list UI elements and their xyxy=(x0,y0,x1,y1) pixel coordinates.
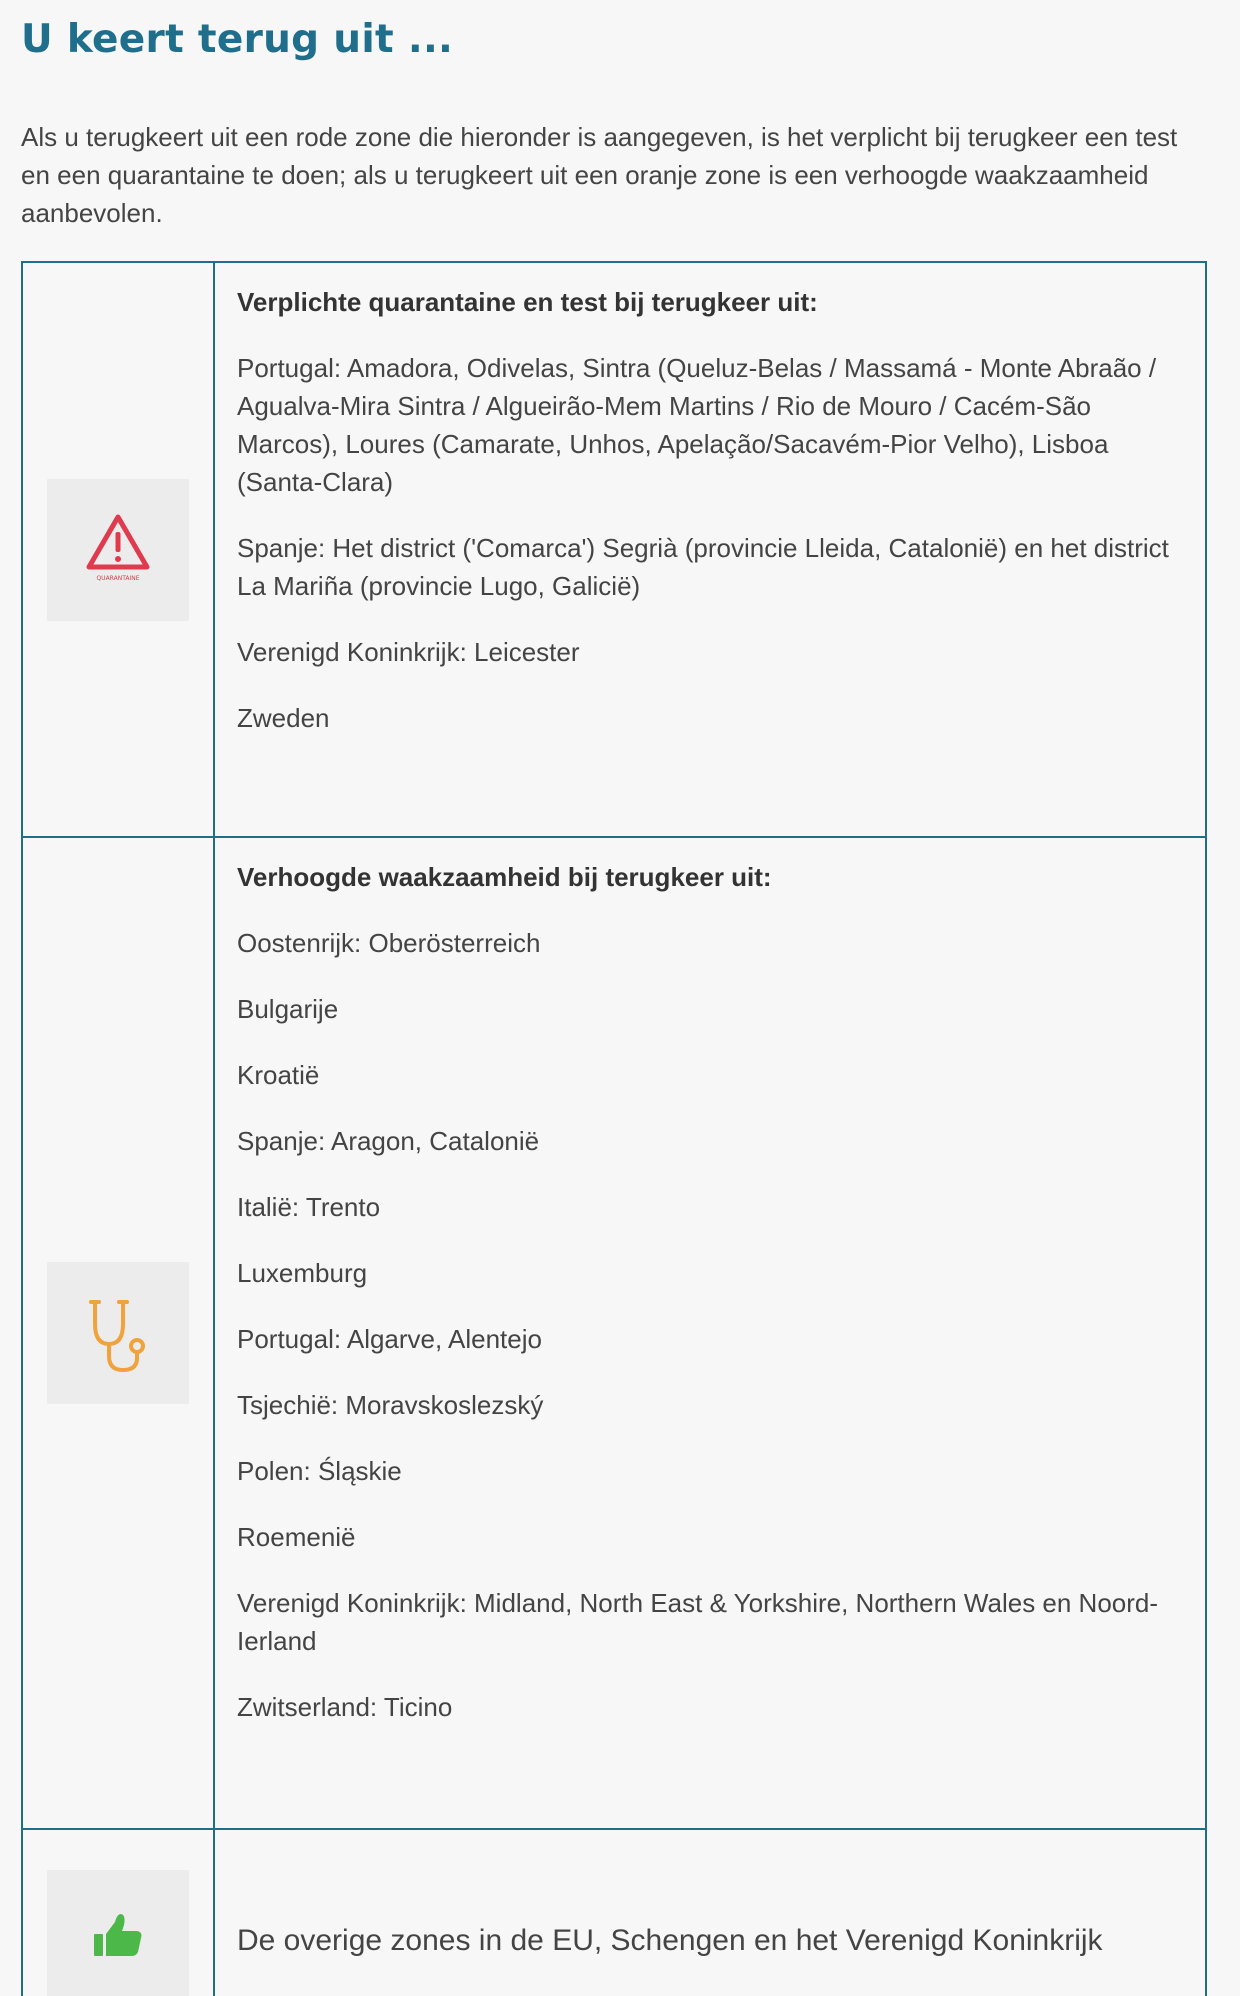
orange-zone-item: Portugal: Algarve, Alentejo xyxy=(237,1324,542,1354)
red-zone-icon-cell xyxy=(22,262,214,837)
quarantine-icon-label: QUARANTAINE xyxy=(96,574,140,582)
orange-zone-item: Polen: Śląskie xyxy=(237,1456,402,1486)
orange-zone-item: Verenigd Koninkrijk: Midland, North East & Yorkshire, Northern Wales en Noord-Ierland xyxy=(237,1588,1159,1656)
red-zone-heading: Verplichte quarantaine en test bij terugkeer uit: xyxy=(237,287,818,317)
orange-zone-item: Italië: Trento xyxy=(237,1192,381,1222)
orange-zone-item: Bulgarije xyxy=(237,994,339,1024)
orange-zone-icon-cell xyxy=(22,837,214,1829)
red-zone-item: Zweden xyxy=(237,703,330,733)
green-zone-icon-cell xyxy=(22,1829,214,1996)
orange-zone-item: Zwitserland: Ticino xyxy=(237,1692,453,1722)
red-zone-text-cell xyxy=(214,262,1206,837)
red-zone-item: Verenigd Koninkrijk: Leicester xyxy=(237,637,580,667)
red-zone-item: Spanje: Het district ('Comarca') Segrià (provincie Lleida, Catalonië) en het district La Mariña (provincie Lugo, Galicië) xyxy=(237,533,1169,601)
green-zone-row xyxy=(22,1829,1206,1996)
red-zone-row xyxy=(22,262,1206,837)
orange-zone-row xyxy=(22,837,1206,1829)
orange-zone-item: Kroatië xyxy=(237,1060,320,1090)
quarantine-icon-box xyxy=(47,479,189,621)
green-zone-text: De overige zones in de EU, Schengen en het Verenigd Koninkrijk xyxy=(237,1924,1103,1957)
page-title: U keert terug uit ... xyxy=(21,17,454,62)
green-zone-text-cell xyxy=(214,1829,1206,1996)
orange-zone-text-cell xyxy=(214,837,1206,1829)
orange-zone-heading: Verhoogde waakzaamheid bij terugkeer uit: xyxy=(237,862,772,892)
thumbs-up-icon xyxy=(47,1870,189,1996)
red-zone-item: Portugal: Amadora, Odivelas, Sintra (Queluz-Belas / Massamá - Monte Abraão / Agualva-Mira Sintra / Algueirão-Mem Martins / Rio de Mouro / Cacém-São Marcos), Loures (Camarate, Unhos, Apelação/Sacavém-Pior Velho), Lisboa (Santa-Clara) xyxy=(237,353,1157,497)
orange-zone-item: Roemenië xyxy=(237,1522,356,1552)
zones-table xyxy=(21,261,1207,1996)
orange-zone-item: Spanje: Aragon, Catalonië xyxy=(237,1126,540,1156)
stethoscope-icon xyxy=(47,1262,189,1404)
orange-zone-item: Tsjechië: Moravskoslezský xyxy=(237,1390,544,1420)
orange-zone-item: Luxemburg xyxy=(237,1258,368,1288)
thumbs-up-icon-box xyxy=(47,1870,189,1996)
stethoscope-icon-box xyxy=(47,1262,189,1404)
orange-zone-item: Oostenrijk: Oberösterreich xyxy=(237,928,541,958)
warning-triangle-icon xyxy=(47,479,189,621)
intro-paragraph: Als u terugkeert uit een rode zone die hieronder is aangegeven, is het verplicht bij terugkeer een test en een quarantaine te doen; als u terugkeert uit een oranje zone is een verhoogde waakzaamheid aanbevolen. xyxy=(21,122,1178,228)
